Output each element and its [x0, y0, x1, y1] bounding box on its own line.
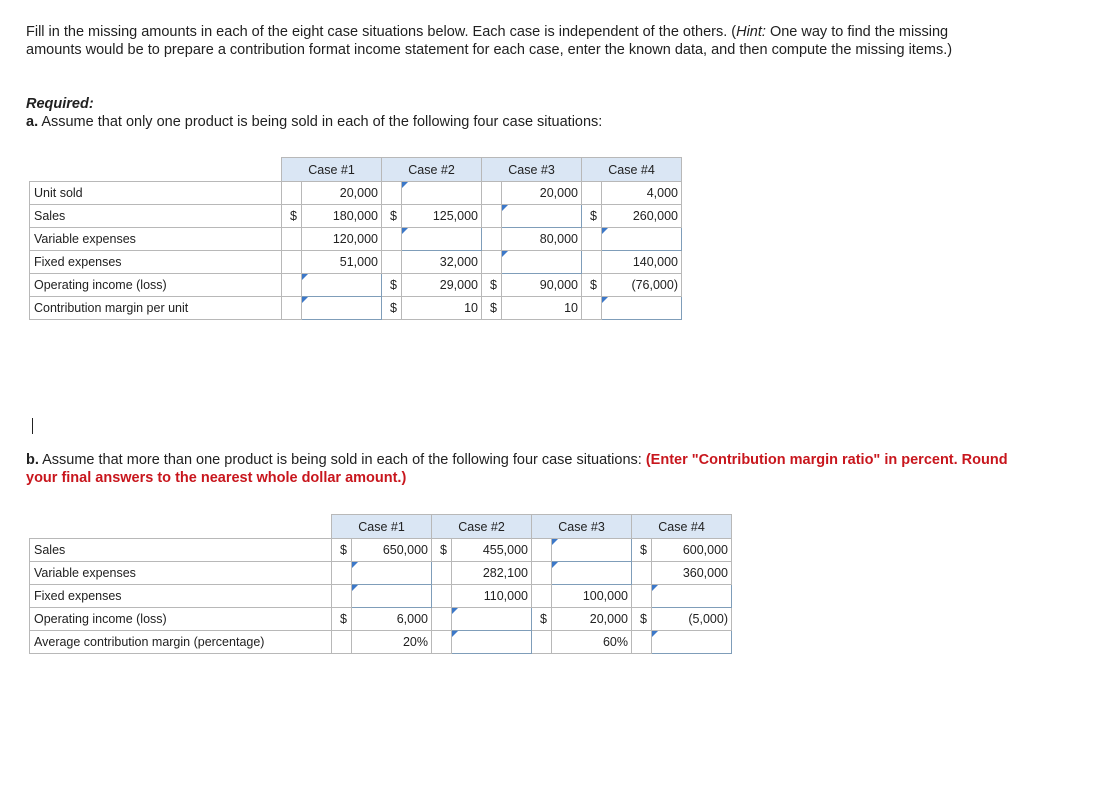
answer-input-cell[interactable] — [352, 562, 432, 585]
instructions-text-2: One way to find the missing amounts would be to prepare a contribution format income statement for each case, enter the known data, and then compute the missing items.) — [26, 24, 953, 58]
dollar-sign — [582, 297, 602, 320]
table-row — [30, 608, 732, 631]
row-label: Variable expenses — [30, 228, 282, 251]
dollar-sign — [532, 562, 552, 585]
part-b-text: Assume that more than one product is being sold in each of the following four case situations: — [38, 452, 646, 468]
header-row — [30, 158, 682, 182]
dollar-sign — [282, 297, 302, 320]
value-cell: 32,000 — [402, 251, 482, 274]
table-row — [30, 274, 682, 297]
answer-input-cell[interactable] — [602, 228, 682, 251]
dollar-sign — [532, 539, 552, 562]
value-cell: 6,000 — [352, 608, 432, 631]
instructions-text-1: Fill in the missing amounts in each of the eight case situations below. Each case is independent of the others. ( — [26, 24, 737, 40]
required-heading: Required: — [26, 96, 94, 112]
header-case-1: Case #1 — [282, 158, 382, 182]
answer-input-cell[interactable] — [552, 539, 632, 562]
value-cell: 10 — [402, 297, 482, 320]
value-cell: 180,000 — [302, 205, 382, 228]
value-cell: 140,000 — [602, 251, 682, 274]
value-cell: 20,000 — [502, 182, 582, 205]
value-cell: 260,000 — [602, 205, 682, 228]
case-table-b — [29, 514, 732, 654]
row-label: Average contribution margin (percentage) — [30, 631, 332, 654]
dollar-sign — [582, 228, 602, 251]
part-a-prompt — [26, 114, 602, 130]
dollar-sign — [482, 251, 502, 274]
value-cell: 90,000 — [502, 274, 582, 297]
answer-input-cell[interactable] — [652, 585, 732, 608]
dollar-sign: $ — [582, 205, 602, 228]
answer-input-cell[interactable] — [302, 297, 382, 320]
header-case-1: Case #1 — [332, 515, 432, 539]
dollar-sign: $ — [332, 608, 352, 631]
row-label: Sales — [30, 205, 282, 228]
dollar-sign — [282, 182, 302, 205]
dollar-sign — [432, 608, 452, 631]
header-blank — [30, 158, 282, 182]
dollar-sign — [432, 585, 452, 608]
dollar-sign: $ — [582, 274, 602, 297]
row-label: Operating income (loss) — [30, 608, 332, 631]
row-label: Fixed expenses — [30, 585, 332, 608]
dollar-sign: $ — [332, 539, 352, 562]
table-row — [30, 205, 682, 228]
dollar-sign — [482, 182, 502, 205]
table-row — [30, 631, 732, 654]
dollar-sign — [332, 631, 352, 654]
value-cell: 20% — [352, 631, 432, 654]
part-b-emphasis: (Enter "Contribution margin ratio" in percent. Round your final answers to the nearest whole dollar amount.) — [26, 452, 1008, 486]
dollar-sign — [332, 562, 352, 585]
header-row — [30, 515, 732, 539]
value-cell: 100,000 — [552, 585, 632, 608]
dollar-sign: $ — [482, 274, 502, 297]
header-case-3: Case #3 — [532, 515, 632, 539]
row-label: Fixed expenses — [30, 251, 282, 274]
part-a-text: Assume that only one product is being sold in each of the following four case situations: — [38, 114, 603, 130]
answer-input-cell[interactable] — [402, 182, 482, 205]
dollar-sign: $ — [282, 205, 302, 228]
value-cell: 29,000 — [402, 274, 482, 297]
value-cell: 120,000 — [302, 228, 382, 251]
value-cell: (5,000) — [652, 608, 732, 631]
value-cell: 110,000 — [452, 585, 532, 608]
row-label: Unit sold — [30, 182, 282, 205]
dollar-sign — [632, 585, 652, 608]
table-row — [30, 251, 682, 274]
dollar-sign — [482, 205, 502, 228]
dollar-sign: $ — [432, 539, 452, 562]
value-cell: 455,000 — [452, 539, 532, 562]
answer-input-cell[interactable] — [402, 228, 482, 251]
answer-input-cell[interactable] — [352, 585, 432, 608]
value-cell: 60% — [552, 631, 632, 654]
part-a-letter: a. — [26, 114, 39, 130]
dollar-sign: $ — [382, 274, 402, 297]
value-cell: 650,000 — [352, 539, 432, 562]
answer-input-cell[interactable] — [452, 608, 532, 631]
dollar-sign — [632, 631, 652, 654]
table-row — [30, 228, 682, 251]
dollar-sign — [382, 251, 402, 274]
dollar-sign — [632, 562, 652, 585]
answer-input-cell[interactable] — [602, 297, 682, 320]
case-table-a — [29, 157, 682, 320]
table-row — [30, 297, 682, 320]
header-case-3: Case #3 — [482, 158, 582, 182]
header-case-2: Case #2 — [432, 515, 532, 539]
answer-input-cell[interactable] — [652, 631, 732, 654]
dollar-sign — [532, 585, 552, 608]
dollar-sign — [282, 228, 302, 251]
row-label: Sales — [30, 539, 332, 562]
dollar-sign — [432, 562, 452, 585]
value-cell: 125,000 — [402, 205, 482, 228]
dollar-sign: $ — [632, 539, 652, 562]
table-row — [30, 539, 732, 562]
dollar-sign: $ — [482, 297, 502, 320]
row-label: Operating income (loss) — [30, 274, 282, 297]
dollar-sign — [382, 182, 402, 205]
table-row — [30, 585, 732, 608]
header-case-2: Case #2 — [382, 158, 482, 182]
dollar-sign — [532, 631, 552, 654]
dollar-sign — [582, 182, 602, 205]
answer-input-cell[interactable] — [552, 562, 632, 585]
hint-label: Hint: — [736, 24, 766, 40]
dollar-sign — [282, 251, 302, 274]
value-cell: 20,000 — [302, 182, 382, 205]
text-cursor — [32, 418, 33, 434]
header-blank — [30, 515, 332, 539]
dollar-sign — [332, 585, 352, 608]
value-cell: 20,000 — [552, 608, 632, 631]
dollar-sign — [582, 251, 602, 274]
answer-input-cell[interactable] — [502, 251, 582, 274]
dollar-sign — [482, 228, 502, 251]
table-row — [30, 182, 682, 205]
value-cell: 600,000 — [652, 539, 732, 562]
dollar-sign: $ — [532, 608, 552, 631]
header-case-4: Case #4 — [632, 515, 732, 539]
part-b-prompt — [26, 452, 1026, 487]
dollar-sign — [432, 631, 452, 654]
dollar-sign — [382, 228, 402, 251]
table-row — [30, 562, 732, 585]
dollar-sign — [282, 274, 302, 297]
value-cell: 80,000 — [502, 228, 582, 251]
value-cell: 360,000 — [652, 562, 732, 585]
value-cell: 282,100 — [452, 562, 532, 585]
dollar-sign: $ — [382, 205, 402, 228]
answer-input-cell[interactable] — [452, 631, 532, 654]
row-label: Contribution margin per unit — [30, 297, 282, 320]
answer-input-cell[interactable] — [302, 274, 382, 297]
dollar-sign: $ — [382, 297, 402, 320]
value-cell: (76,000) — [602, 274, 682, 297]
part-b-letter: b. — [26, 452, 39, 468]
value-cell: 10 — [502, 297, 582, 320]
instructions — [26, 24, 966, 59]
header-case-4: Case #4 — [582, 158, 682, 182]
answer-input-cell[interactable] — [502, 205, 582, 228]
value-cell: 4,000 — [602, 182, 682, 205]
value-cell: 51,000 — [302, 251, 382, 274]
row-label: Variable expenses — [30, 562, 332, 585]
dollar-sign: $ — [632, 608, 652, 631]
